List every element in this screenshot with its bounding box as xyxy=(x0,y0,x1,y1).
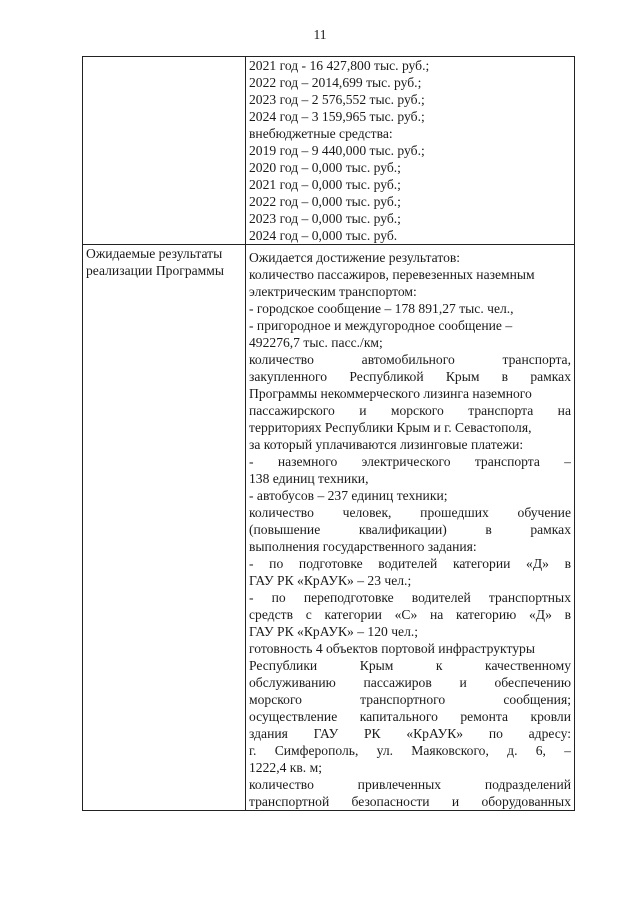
program-passport-table xyxy=(82,56,575,811)
results-line: ГАУ РК «КрАУК» – 120 чел.; xyxy=(249,624,419,639)
results-line: 138 единиц техники, xyxy=(249,471,369,486)
results-line: за который уплачиваются лизинговые платежи: xyxy=(249,437,524,452)
results-label: Ожидаемые результаты реализации Программы xyxy=(86,246,224,278)
results-line: Программы некоммерческого лизинга наземного xyxy=(249,386,532,401)
funding-line: 2019 год – 9 440,000 тыс. руб.; xyxy=(249,143,425,158)
results-line: - по переподготовке водителей транспортных xyxy=(249,590,571,605)
funding-line: 2024 год – 0,000 тыс. руб. xyxy=(249,228,398,243)
results-line: транспортной безопасности и оборудованных xyxy=(249,794,571,809)
results-line: - пригородное и междугородное сообщение – xyxy=(249,318,513,333)
funding-line: 2022 год – 2014,699 тыс. руб.; xyxy=(249,75,422,90)
results-line: г. Симферополь, ул. Маяковского, д. 6, – xyxy=(249,743,571,758)
results-line: 492276,7 тыс. пасс./км; xyxy=(249,335,383,350)
results-line: осуществление капитального ремонта кровли xyxy=(249,709,571,724)
results-line: количество автомобильного транспорта, xyxy=(249,352,571,367)
funding-line: 2023 год – 2 576,552 тыс. руб.; xyxy=(249,92,425,107)
results-line: Республики Крым к качественному xyxy=(249,658,571,673)
funding-line: 2021 год - 16 427,800 тыс. руб.; xyxy=(249,58,430,73)
funding-row xyxy=(83,57,575,245)
results-line: - городское сообщение – 178 891,27 тыс. чел., xyxy=(249,301,514,316)
results-line: пассажирского и морского транспорта на xyxy=(249,403,571,418)
funding-line: 2021 год – 0,000 тыс. руб.; xyxy=(249,177,401,192)
results-line: морского транспортного сообщения; xyxy=(249,692,571,707)
results-line: Ожидается достижение результатов: xyxy=(249,250,461,265)
results-line: - наземного электрического транспорта – xyxy=(249,454,571,469)
results-line: - по подготовке водителей категории «Д» в xyxy=(249,556,571,571)
funding-line: 2024 год – 3 159,965 тыс. руб.; xyxy=(249,109,425,124)
results-line: количество привлеченных подразделений xyxy=(249,777,571,792)
page-number: 11 xyxy=(313,27,327,42)
results-line: ГАУ РК «КрАУК» – 23 чел.; xyxy=(249,573,412,588)
results-line: обслуживанию пассажиров и обеспечению xyxy=(249,675,571,690)
funding-label-cell xyxy=(83,57,246,245)
results-line: здания ГАУ РК «КрАУК» по адресу: xyxy=(249,726,571,741)
funding-content-cell xyxy=(246,57,575,245)
results-label-cell xyxy=(83,245,246,811)
funding-line: 2023 год – 0,000 тыс. руб.; xyxy=(249,211,401,226)
results-line: (повышение квалификации) в рамках xyxy=(249,522,571,537)
funding-line: внебюджетные средства: xyxy=(249,126,393,141)
results-line: 1222,4 кв. м; xyxy=(249,760,322,775)
funding-line: 2022 год – 0,000 тыс. руб.; xyxy=(249,194,401,209)
results-row xyxy=(83,245,575,811)
results-line: средств с категории «С» на категорию «Д» в xyxy=(249,607,571,622)
results-line: территориях Республики Крым и г. Севастополя, xyxy=(249,420,532,435)
results-line: готовность 4 объектов портовой инфраструктуры xyxy=(249,641,535,656)
results-line: электрическим транспортом: xyxy=(249,284,417,299)
results-line: количество пассажиров, перевезенных наземным xyxy=(249,267,535,282)
funding-line: 2020 год – 0,000 тыс. руб.; xyxy=(249,160,401,175)
results-content-cell xyxy=(246,245,575,811)
results-line: закупленного Республикой Крым в рамках xyxy=(249,369,571,384)
results-line: количество человек, прошедших обучение xyxy=(249,505,571,520)
results-line: выполнения государственного задания: xyxy=(249,539,477,554)
results-line: - автобусов – 237 единиц техники; xyxy=(249,488,448,503)
